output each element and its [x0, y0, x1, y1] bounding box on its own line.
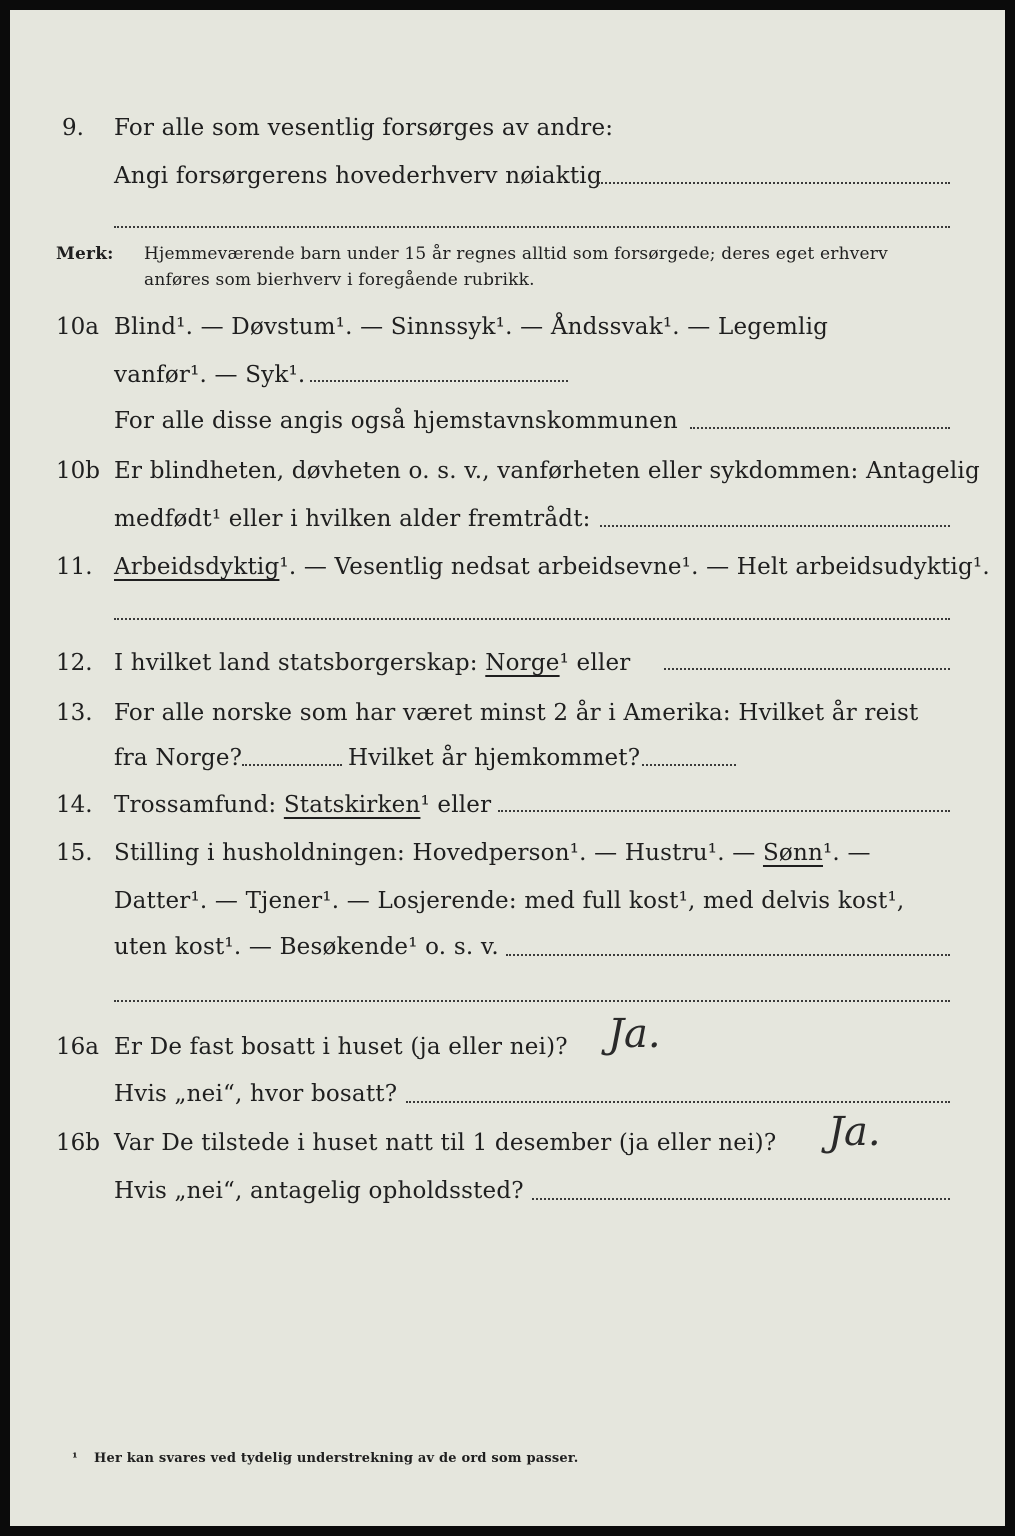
q13-line1: For alle norske som har været minst 2 år i Amerika: Hvilket år reist	[114, 700, 919, 726]
q16a-line2: Hvis „nei“, hvor bosatt?	[114, 1081, 398, 1107]
q9-extra-line[interactable]	[114, 226, 950, 228]
q15-answer-line[interactable]	[506, 954, 950, 956]
item-number: 14.	[56, 792, 93, 818]
q16b-handwritten-answer[interactable]: Ja.	[828, 1109, 881, 1155]
item-number: 10a	[56, 314, 99, 340]
q13-year-returned-line[interactable]	[642, 764, 736, 766]
item-number: 16b	[56, 1130, 100, 1156]
q12-answer-line[interactable]	[664, 668, 950, 670]
q10b-line2: medfødt¹ eller i hvilken alder fremtrådt:	[114, 506, 591, 532]
note-label: Merk:	[56, 244, 114, 264]
q11-line	[114, 556, 990, 579]
footnote-mark: ¹	[72, 1451, 78, 1466]
q16a-line1: Er De fast bosatt i huset (ja eller nei)?	[114, 1034, 568, 1060]
item-number: 16a	[56, 1034, 99, 1060]
q14-post: ¹ eller	[420, 792, 492, 818]
q14-pre: Trossamfund:	[114, 792, 277, 818]
item-number: 15.	[56, 840, 93, 866]
q10b-answer-line[interactable]	[600, 525, 950, 527]
census-form-page	[10, 10, 1005, 1526]
q13-line2a: fra Norge?	[114, 745, 243, 771]
q14-line	[114, 794, 491, 817]
q15-line2: Datter¹. — Tjener¹. — Losjerende: med full kost¹, med delvis kost¹,	[114, 888, 905, 914]
q15-line3: uten kost¹. — Besøkende¹ o. s. v.	[114, 934, 499, 960]
q15-line1-post: ¹. —	[823, 840, 871, 866]
q13-year-left-line[interactable]	[242, 764, 342, 766]
q16b-line2: Hvis „nei“, antagelig opholdssted?	[114, 1178, 524, 1204]
q10a-line3: For alle disse angis også hjemstavnskommunen	[114, 408, 678, 434]
q16b-answer-line[interactable]	[532, 1198, 950, 1200]
item-number: 13.	[56, 700, 93, 726]
note-line2: anføres som bierhverv i foregående rubrikk.	[144, 270, 535, 290]
q10a-home-line[interactable]	[690, 427, 950, 429]
q12-pre: I hvilket land statsborgerskap:	[114, 650, 478, 676]
q9-line1: For alle som vesentlig forsørges av andre:	[114, 115, 614, 141]
q11-rest: ¹. — Vesentlig nedsat arbeidsevne¹. — Helt arbeidsudyktig¹.	[279, 554, 990, 580]
q15-line1-pre: Stilling i husholdningen: Hovedperson¹. — Hustru¹. —	[114, 840, 756, 866]
q10a-line2: vanfør¹. — Syk¹.	[114, 362, 306, 388]
item-number: 11.	[56, 554, 93, 580]
q14-answer-line[interactable]	[498, 810, 950, 812]
q12-line	[114, 652, 630, 675]
q11-extra-line[interactable]	[114, 618, 950, 620]
q12-post: ¹ eller	[559, 650, 631, 676]
q10a-answer-line[interactable]	[310, 380, 568, 382]
q11-underlined-choice[interactable]: Arbeidsdyktig	[114, 554, 280, 580]
q10b-line1: Er blindheten, døvheten o. s. v., vanførheten eller sykdommen: Antagelig	[114, 458, 980, 484]
q16a-handwritten-answer[interactable]: Ja.	[608, 1011, 661, 1057]
q13-line2b: Hvilket år hjemkommet?	[348, 745, 641, 771]
item-number: 10b	[56, 458, 100, 484]
item-number: 12.	[56, 650, 93, 676]
q15-extra-line[interactable]	[114, 1000, 950, 1002]
q15-line1	[114, 842, 871, 865]
q10a-line1: Blind¹. — Døvstum¹. — Sinnssyk¹. — Åndssvak¹. — Legemlig	[114, 314, 829, 340]
q9-line2: Angi forsørgerens hovederhverv nøiaktig	[114, 163, 602, 189]
q12-underlined-choice[interactable]: Norge	[485, 650, 560, 676]
q16a-answer-line[interactable]	[406, 1101, 950, 1103]
q14-underlined-choice[interactable]: Statskirken	[283, 792, 421, 818]
footnote-text: Her kan svares ved tydelig understrekning av de ord som passer.	[94, 1451, 579, 1466]
q9-answer-line[interactable]	[598, 182, 950, 184]
note-line1: Hjemmeværende barn under 15 år regnes alltid som forsørgede; deres eget erhverv	[144, 244, 888, 264]
q15-underlined-choice[interactable]: Sønn	[762, 840, 823, 866]
item-number: 9.	[62, 115, 84, 141]
q16b-line1: Var De tilstede i huset natt til 1 desember (ja eller nei)?	[114, 1130, 777, 1156]
